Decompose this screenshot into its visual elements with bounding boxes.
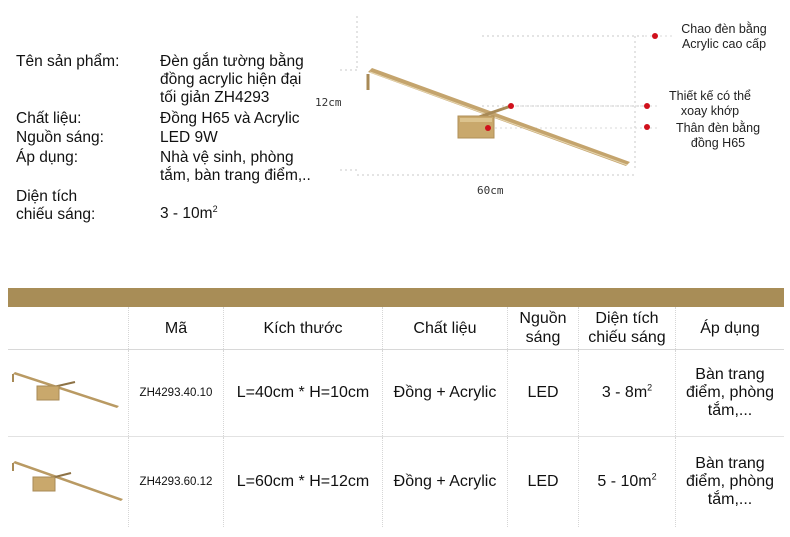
material-label: Chất liệu: bbox=[16, 110, 82, 127]
product-name-label: Tên sản phẩm: bbox=[16, 53, 120, 70]
table-row bbox=[8, 350, 784, 437]
joint-marker bbox=[508, 103, 514, 109]
header-image bbox=[8, 307, 129, 350]
annotation-leaders bbox=[490, 36, 672, 128]
cell-area: $5 - 10m^2$ bbox=[579, 437, 676, 528]
cell-code: ZH4293.60.12 bbox=[129, 437, 224, 528]
header-code: Mã bbox=[129, 307, 224, 350]
section-divider-band bbox=[8, 288, 784, 307]
area-label: Diện tích chiếu sáng: bbox=[16, 188, 96, 223]
cell-application: Bàn trang điểm, phòng tắm,... bbox=[676, 350, 785, 437]
header-size: Kích thước bbox=[224, 307, 383, 350]
application-value: Nhà vệ sinh, phòng tắm, bàn trang điểm,.. bbox=[160, 149, 311, 184]
material-value: Đồng H65 và Acrylic bbox=[160, 110, 300, 127]
lamp-thumbnail-60 bbox=[9, 455, 127, 505]
cell-light-source: LED bbox=[508, 437, 579, 528]
product-thumbnail bbox=[8, 350, 129, 437]
shade-annotation: Chao đèn bằng Acrylic cao cấp bbox=[681, 22, 767, 51]
product-thumbnail bbox=[8, 437, 129, 528]
header-material: Chất liệu bbox=[383, 307, 508, 350]
cell-code: ZH4293.40.10 bbox=[129, 350, 224, 437]
cell-material: Đồng + Acrylic bbox=[383, 437, 508, 528]
product-name-value: Đèn gắn tường bằng đồng acrylic hiện đại tối giản ZH4293 bbox=[160, 53, 304, 106]
body-marker bbox=[485, 125, 491, 131]
light-source-value: LED 9W bbox=[160, 129, 218, 146]
lamp-bar bbox=[368, 68, 630, 166]
table-header-row bbox=[8, 307, 784, 350]
width-dimension-label: 60cm bbox=[477, 184, 504, 197]
body-annotation-marker bbox=[644, 124, 650, 130]
area-value: $3 - 10m^2$ bbox=[160, 203, 218, 222]
cell-application: Bàn trang điểm, phòng tắm,... bbox=[676, 437, 785, 528]
lamp-thumbnail-40 bbox=[9, 366, 127, 416]
body-annotation: Thân đèn bằng đồng H65 bbox=[675, 121, 761, 150]
shade-marker bbox=[652, 33, 658, 39]
height-dimension-label: 12cm bbox=[315, 96, 342, 109]
cell-size: L=60cm * H=12cm bbox=[224, 437, 383, 528]
rotate-annotation: Thiết kế có thể xoay khớp bbox=[669, 89, 751, 118]
cell-size: L=40cm * H=10cm bbox=[224, 350, 383, 437]
dimension-guides bbox=[340, 16, 650, 175]
header-light-source: Nguồn sáng bbox=[508, 307, 579, 350]
product-table bbox=[8, 307, 784, 527]
header-area: Diện tích chiếu sáng bbox=[579, 307, 676, 350]
application-label: Áp dụng: bbox=[16, 149, 79, 166]
cell-material: Đồng + Acrylic bbox=[383, 350, 508, 437]
header-application: Áp dụng bbox=[676, 307, 785, 350]
light-source-label: Nguồn sáng: bbox=[16, 129, 104, 146]
cell-light-source: LED bbox=[508, 350, 579, 437]
cell-area: $3 - 8m^2$ bbox=[579, 350, 676, 437]
table-row bbox=[8, 437, 784, 528]
